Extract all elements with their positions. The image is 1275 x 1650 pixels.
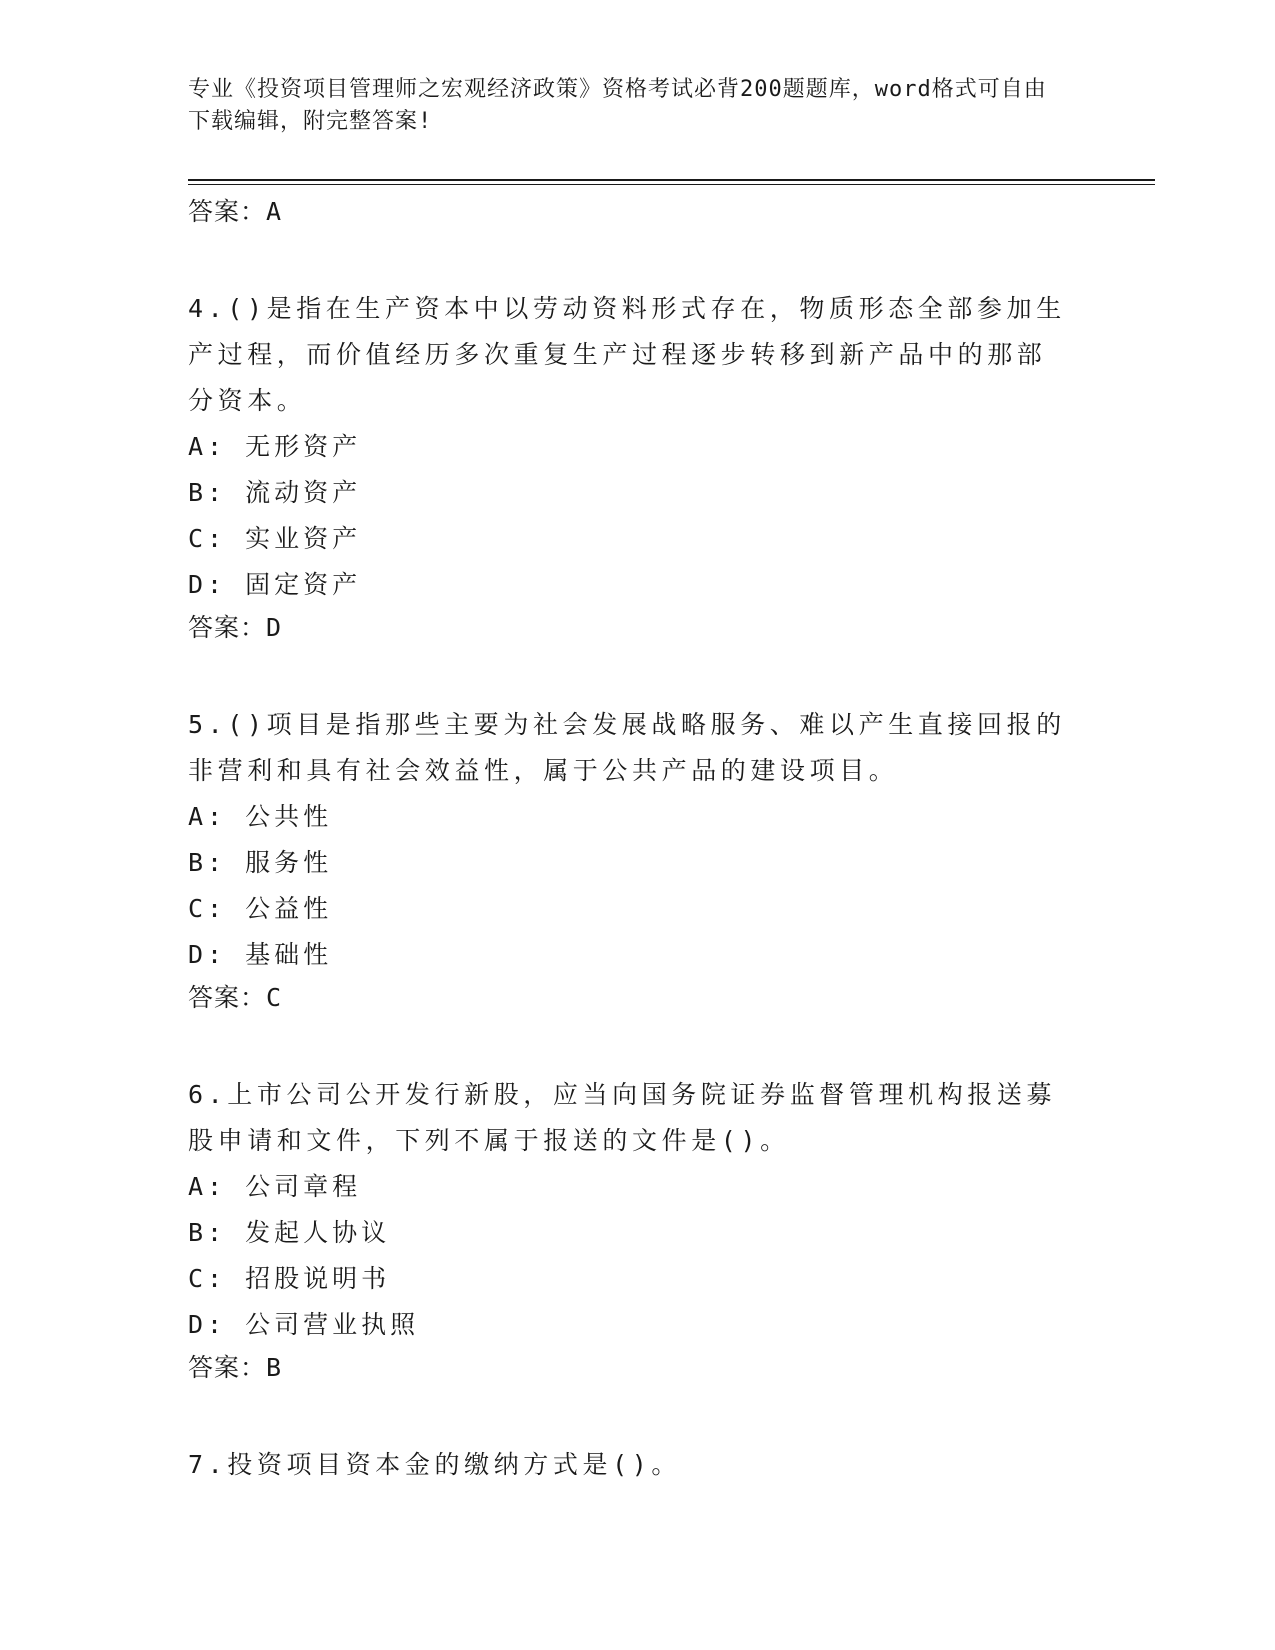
question-stem: 4.()是指在生产资本中以劳动资料形式存在，物质形态全部参加生产过程，而价值经历多次重复生产过程逐步转移到新产品中的那部分资本。 <box>188 294 1066 415</box>
option-c: C: 实业资产 <box>188 524 362 553</box>
option-d: D: 公司营业执照 <box>188 1310 420 1339</box>
option-a: A: 公司章程 <box>188 1172 362 1201</box>
option-c: C: 招股说明书 <box>188 1264 391 1293</box>
answer-line: 答案：A <box>188 197 283 226</box>
answer-line: 答案：C <box>188 983 283 1012</box>
question-stem: 6.上市公司公开发行新股，应当向国务院证券监督管理机构报送募股申请和文件，下列不属于报送的文件是()。 <box>188 1080 1057 1155</box>
question-block <box>188 702 1068 1018</box>
question-block <box>188 1072 1068 1388</box>
header-title: 专业《投资项目管理师之宏观经济政策》资格考试必背200题题库，word格式可自由下载编辑，附完整答案! <box>188 77 1047 134</box>
header-divider-thin <box>188 184 1155 185</box>
option-b: B: 流动资产 <box>188 478 362 507</box>
option-d: D: 固定资产 <box>188 570 362 599</box>
option-b: B: 服务性 <box>188 848 333 877</box>
page-header <box>188 74 1068 138</box>
question-list <box>188 192 1068 1488</box>
option-c: C: 公益性 <box>188 894 333 923</box>
question-stem: 5.()项目是指那些主要为社会发展战略服务、难以产生直接回报的非营利和具有社会效益性，属于公共产品的建设项目。 <box>188 710 1066 785</box>
question-block <box>188 1442 1068 1488</box>
answer-line: 答案：D <box>188 613 283 642</box>
option-b: B: 发起人协议 <box>188 1218 391 1247</box>
header-divider <box>188 179 1155 181</box>
question-block <box>188 286 1068 648</box>
option-a: A: 无形资产 <box>188 432 362 461</box>
option-d: D: 基础性 <box>188 940 333 969</box>
answer-line: 答案：B <box>188 1353 283 1382</box>
option-a: A: 公共性 <box>188 802 333 831</box>
question-stem: 7.投资项目资本金的缴纳方式是()。 <box>188 1450 682 1479</box>
